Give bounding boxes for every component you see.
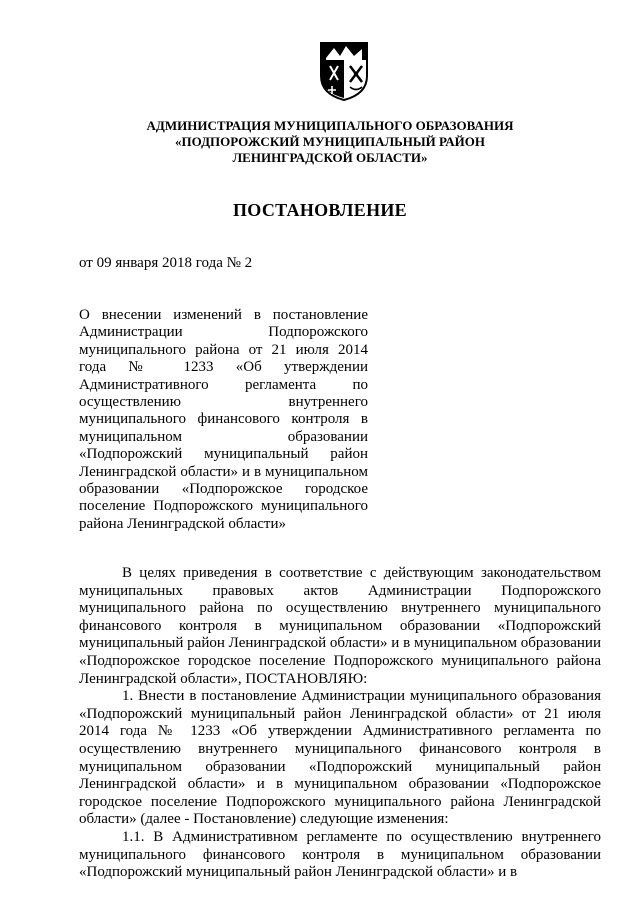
header-line-3: ЛЕНИНГРАДСКОЙ ОБЛАСТИ» (232, 150, 428, 165)
document-body (79, 565, 601, 882)
document-type-title: ПОСТАНОВЛЕНИЕ (233, 200, 407, 220)
document-date-number: от 09 января 2018 года № 2 (79, 255, 253, 271)
organization-header (0, 118, 640, 166)
coat-of-arms-icon (318, 40, 370, 102)
header-line-2: «ПОДПОРОЖСКИЙ МУНИЦИПАЛЬНЫЙ РАЙОН (175, 134, 485, 149)
body-paragraph-item-1: 1. Внести в постановление Администрации муниципального образования «Подпорожский муниципальный район Ленинградской области» от 21 июля 2014 года № 1233 «Об утверждении Административного регламента по осуществлению внутреннего муниципального финансового контроля в муниципальном образовании «Подпорожский муниципальный район Ленинградской области» и в муниципальном образовании «Подпорожское городское поселение Подпорожского муниципального района Ленинградской области» (далее - Постановление) следующие изменения: (79, 688, 601, 828)
header-line-1: АДМИНИСТРАЦИЯ МУНИЦИПАЛЬНОГО ОБРАЗОВАНИЯ (146, 118, 514, 133)
body-paragraph-item-1-1: 1.1. В Административном регламенте по осуществлению внутреннего муниципального финансового контроля в муниципальном образовании «Подпорожский муниципальный район Ленинградской области» и в (79, 828, 601, 881)
body-paragraph-preamble: В целях приведения в соответствие с действующим законодательством муниципальных правовых актов Администрации Подпорожского муниципального района по осуществлению внутреннего муниципального финансового контроля в муниципальном образовании «Подпорожский муниципальный район Ленинградской области» и в муниципальном образовании «Подпорожское городское поселение Подпорожского муниципального района Ленинградской области», ПОСТАНОВЛЯЮ: (79, 565, 601, 687)
document-subject: О внесении изменений в постановление Администрации Подпорожского муниципального района от 21 июля 2014 года № 1233 «Об утверждении Административного регламента по осуществлению внутреннего муниципального финансового контроля в муниципальном образовании «Подпорожский муниципальный район Ленинградской области» и в муниципальном образовании «Подпорожское городское поселение Подпорожского муниципального района Ленинградской области» (79, 307, 368, 532)
